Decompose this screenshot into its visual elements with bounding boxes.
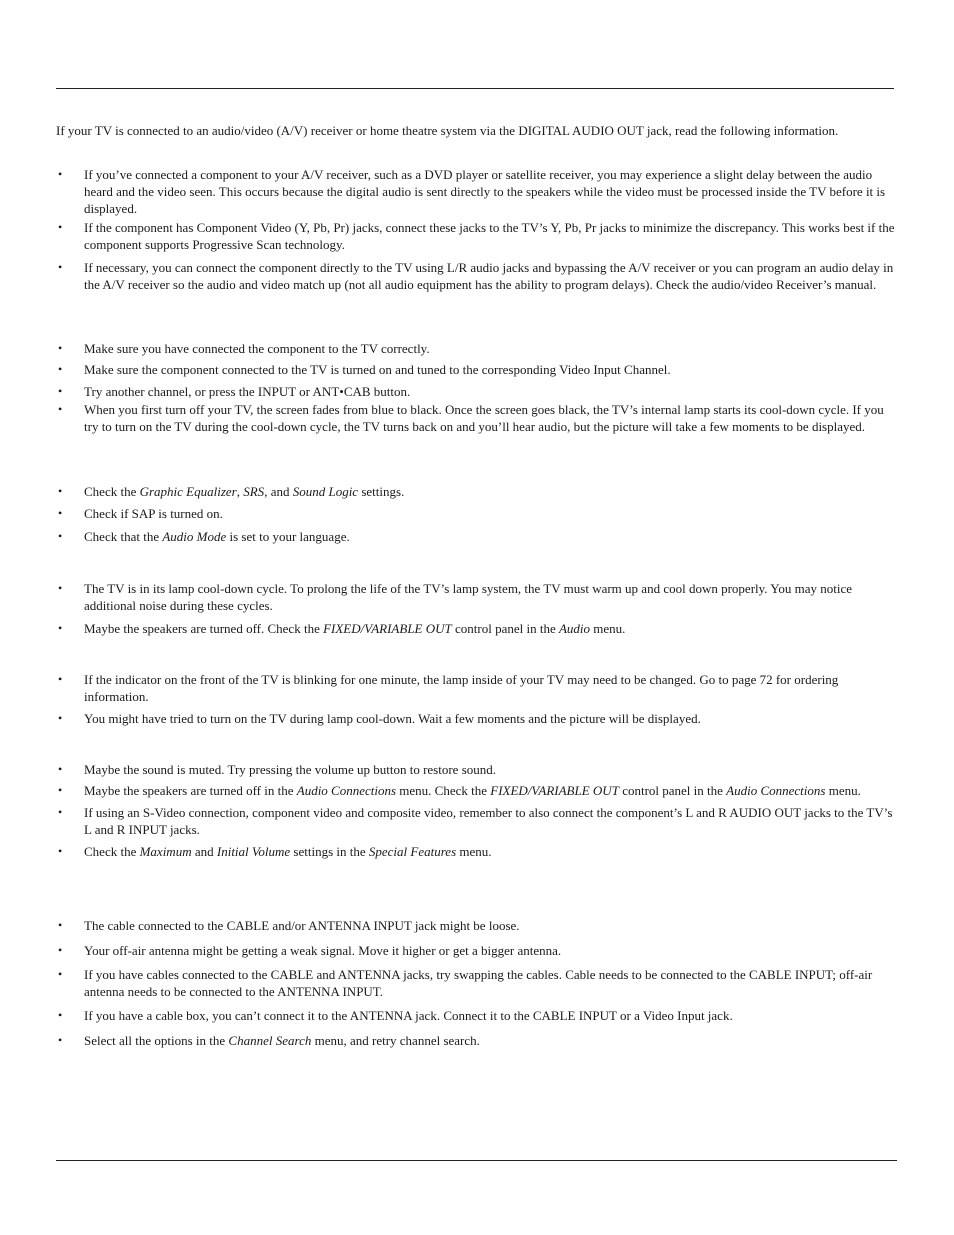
item-emphasis: Maximum [139,844,192,859]
item-text: menu. [825,783,861,798]
bullet-list-lamp-noise [56,580,901,637]
item-text: , [236,484,244,499]
item-text: Your off-air antenna might be getting a weak signal. Move it higher or get a bigger antenna. [84,943,562,958]
bullet-list-lamp-indicator [56,671,901,727]
item-emphasis: Sound Logic [292,484,359,499]
list-item [56,966,901,1000]
item-text: , and [264,484,293,499]
item-text: control panel in the [618,783,727,798]
item-text: and [191,844,217,859]
item-text: If you have cables connected to the CABLE and ANTENNA jacks, try swapping the cables. Cable needs to be connected to the CABLE INPUT; off-air antenna needs to be connected to the ANTENNA INPUT. [84,967,873,999]
list-item [56,761,901,778]
list-item [56,483,901,500]
list-item [56,166,901,217]
item-text: If necessary, you can connect the component directly to the TV using L/R audio jacks and bypassing the A/V receiver or you can program an audio delay in the A/V receiver so the audio and video match up (not all audio equipment has the ability to program delays). Check the audio/video Receiver’s manual. [84,260,894,292]
item-emphasis: Initial Volume [216,844,291,859]
item-text: menu. Check the [396,783,491,798]
item-text: If the component has Component Video (Y, Pb, Pr) jacks, connect these jacks to the TV’s Y, Pb, Pr jacks to minimize the discrepancy. This works best if the component supports Progressive Scan technology. [84,220,895,252]
item-emphasis: FIXED/VARIABLE OUT [490,783,619,798]
item-emphasis: Channel Search [228,1033,312,1048]
footer-rule [56,1160,897,1161]
item-text: If the indicator on the front of the TV is blinking for one minute, the lamp inside of your TV may need to be changed. Go to page 72 for ordering information. [84,672,839,704]
list-item [56,917,901,934]
item-text: Maybe the sound is muted. Try pressing the volume up button to restore sound. [84,762,497,777]
item-text: Make sure you have connected the component to the TV correctly. [84,341,430,356]
item-text: Check the [84,484,140,499]
item-text: Check the [84,844,140,859]
item-text: If using an S-Video connection, component video and composite video, remember to also connect the component’s L and R AUDIO OUT jacks to the TV’s L and R INPUT jacks. [84,805,893,837]
list-item [56,620,901,637]
list-item [56,383,901,400]
list-item [56,401,901,435]
item-text: Select all the options in the [84,1033,229,1048]
list-item [56,505,901,522]
item-emphasis: Audio [558,621,591,636]
list-item [56,843,901,860]
item-text: When you first turn off your TV, the screen fades from blue to black. Once the screen goes black, the TV’s internal lamp starts its cool-down cycle. If you try to turn on the TV during the cool-down cycle, the TV turns back on and you’ll hear audio, but the picture will take a few moments to be displayed. [84,402,884,434]
list-item [56,942,901,959]
item-text: menu. [456,844,492,859]
list-item [56,671,901,705]
item-text: Try another channel, or press the INPUT or ANT•CAB button. [84,384,411,399]
item-text: Maybe the speakers are turned off in the [84,783,297,798]
bullet-list-reception [56,917,901,1049]
item-emphasis: SRS [243,484,265,499]
list-item [56,782,901,799]
bullet-list-receiver [56,166,901,293]
list-item [56,710,901,727]
item-text: menu, and retry channel search. [311,1033,480,1048]
list-item [56,1007,901,1024]
intro-paragraph: If your TV is connected to an audio/video (A/V) receiver or home theatre system via the DIGITAL AUDIO OUT jack, read the following information. [56,123,839,138]
item-text: If you’ve connected a component to your A/V receiver, such as a DVD player or satellite receiver, you may experience a slight delay between the audio heard and the video seen. This occurs because the digital audio is sent directly to the speakers while the video must be processed inside the TV before it is displayed. [84,167,886,216]
list-item [56,259,901,293]
item-text: is set to your language. [226,529,350,544]
item-emphasis: Special Features [368,844,457,859]
item-text: Make sure the component connected to the TV is turned on and tuned to the corresponding Video Input Channel. [84,362,671,377]
item-text: settings. [358,484,405,499]
bullet-list-no-sound [56,761,901,860]
item-text: Maybe the speakers are turned off. Check the [84,621,324,636]
item-text: menu. [590,621,626,636]
bullet-list-audio-settings [56,483,901,545]
item-text: The TV is in its lamp cool-down cycle. To prolong the life of the TV’s lamp system, the TV must warm up and cool down properly. You may notice additional noise during these cycles. [84,581,853,613]
item-emphasis: Audio Connections [296,783,397,798]
item-text: The cable connected to the CABLE and/or ANTENNA INPUT jack might be loose. [84,918,520,933]
item-text: Check that the [84,529,163,544]
item-text: If you have a cable box, you can’t connect it to the ANTENNA jack. Connect it to the CABLE INPUT or a Video Input jack. [84,1008,733,1023]
item-emphasis: Audio Mode [162,529,227,544]
header-rule [56,88,894,89]
list-item [56,1032,901,1049]
list-item [56,804,901,838]
list-item [56,361,901,378]
list-item [56,219,901,253]
item-emphasis: Audio Connections [726,783,826,798]
bullet-list-no-picture [56,340,901,435]
list-item [56,340,901,357]
item-text: Check if SAP is turned on. [84,506,223,521]
item-emphasis: FIXED/VARIABLE OUT [323,621,452,636]
item-text: control panel in the [451,621,559,636]
list-item [56,528,901,545]
item-text: settings in the [290,844,369,859]
item-emphasis: Graphic Equalizer [139,484,237,499]
item-text: You might have tried to turn on the TV during lamp cool-down. Wait a few moments and the picture will be displayed. [84,711,701,726]
list-item [56,580,901,614]
